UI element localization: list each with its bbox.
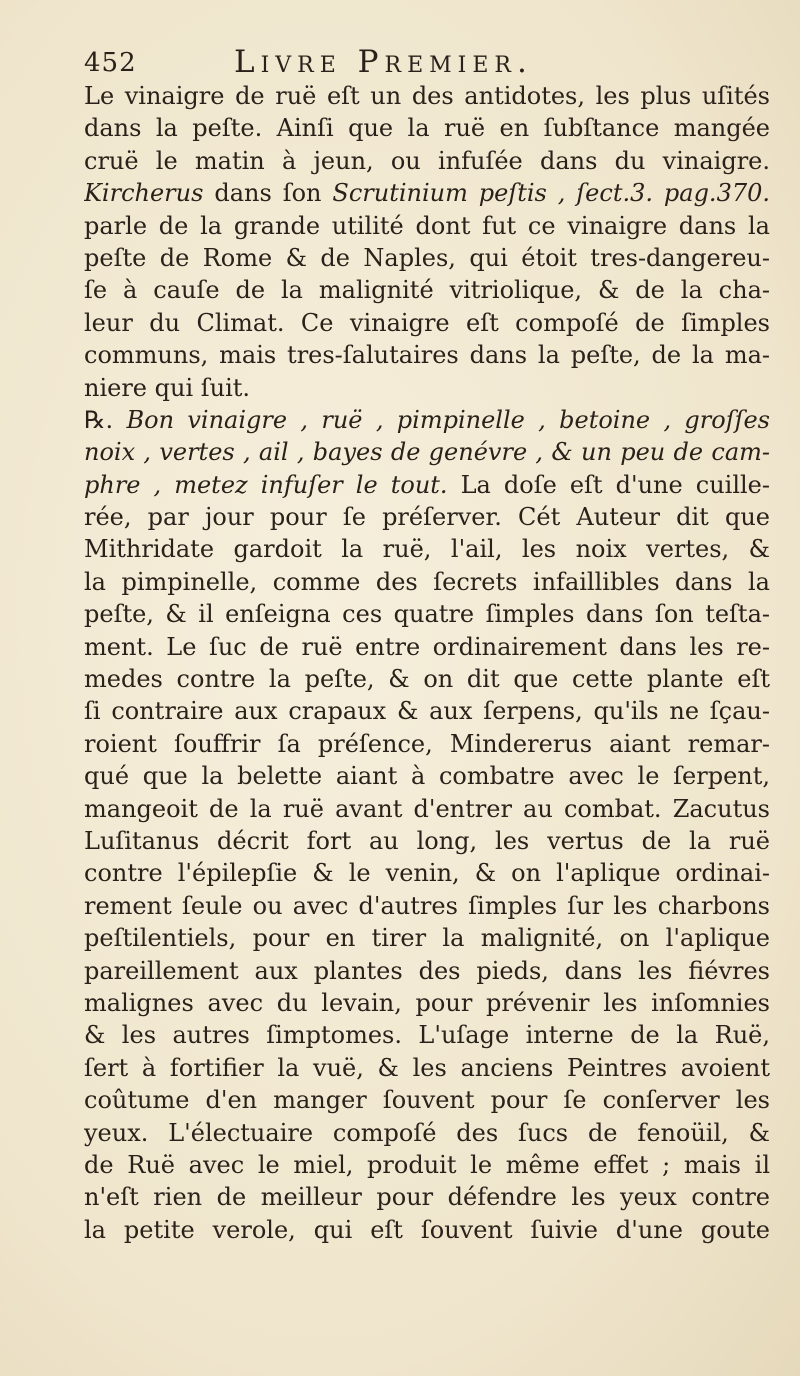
text-line: roient ſouffrir ſa préſence, Mindererus aiant remar- — [84, 729, 770, 758]
text-line: peſte de Rome & de Naples, qui étoit tres-dangereu- — [84, 243, 770, 272]
page-header — [84, 44, 774, 84]
text-line: cruë le matin à jeun, ou infuſée dans du vinaigre. — [84, 146, 770, 175]
text-line: peſtilentiels, pour en tirer la malignité, on l'aplique — [84, 924, 770, 953]
text-line: coûtume d'en manger ſouvent pour ſe conſerver les — [84, 1086, 770, 1115]
text-line: niere qui ſuit. — [84, 373, 251, 402]
text-line: ment. Le ſuc de ruë entre ordinairement dans les re- — [84, 632, 770, 661]
text-line: qué que la belette aiant à combatre avec le ſerpent, — [84, 762, 770, 791]
text-line: malignes avec du levain, pour prévenir les inſomnies — [84, 988, 770, 1017]
running-head: Livre Premier. — [234, 44, 533, 80]
text-line: dans la peſte. Ainſi que la ruë en ſubſtance mangée — [84, 114, 770, 143]
text-line: Luſitanus décrit fort au long, les vertus de la ruë — [84, 826, 770, 855]
italic-segment: Kircherus — [84, 179, 204, 208]
text-line: rement ſeule ou avec d'autres ſimples ſur les charbons — [84, 891, 770, 920]
body-text — [84, 80, 770, 1246]
page-number: 452 — [84, 48, 137, 78]
text-line — [84, 469, 770, 501]
text-line: rée, par jour pour ſe préſerver. Cét Auteur dit que — [84, 503, 770, 532]
text-line: & les autres ſimptomes. L'uſage interne de la Ruë, — [84, 1021, 770, 1050]
italic-segment: noix , vertes , ail , bayes de genévre , & un peu de cam- — [84, 438, 770, 467]
text-segment: La doſe eſt d'une cuille- — [447, 470, 770, 499]
text-line: peſte, & il enſeigna ces quatre ſimples dans ſon teſta- — [84, 600, 770, 629]
text-line: ſert à fortifier la vuë, & les anciens Peintres avoient — [84, 1053, 770, 1082]
text-segment: dans ſon — [203, 179, 333, 208]
text-line: parle de la grande utilité dont fut ce vinaigre dans la — [84, 211, 770, 240]
text-line — [84, 404, 770, 436]
text-line — [84, 177, 770, 209]
text-line — [84, 436, 770, 468]
text-line: Le vinaigre de ruë eſt un des antidotes, les plus uſités — [84, 82, 770, 110]
text-line: yeux. L'électuaire compoſé des ſucs de fenoüil, & — [84, 1118, 770, 1147]
text-line: medes contre la peſte, & on dit que cette plante eſt — [84, 665, 770, 694]
text-line: de Ruë avec le miel, produit le même effet ; mais il — [84, 1150, 770, 1179]
text-line: la pimpinelle, comme des ſecrets infaillibles dans la — [84, 567, 770, 596]
text-line: Mithridate gardoit la ruë, l'ail, les noix vertes, & — [84, 535, 770, 564]
text-line: communs, mais tres-ſalutaires dans la peſte, de la ma- — [84, 341, 770, 370]
text-line: ſe à cauſe de la malignité vitriolique, & de la cha- — [84, 276, 770, 305]
text-line: la petite verole, qui eſt ſouvent ſuivie d'une goute — [84, 1215, 770, 1244]
text-line: n'eſt rien de meilleur pour défendre les yeux contre — [84, 1183, 770, 1212]
text-line: contre l'épilepſie & le venin, & on l'aplique ordinai- — [84, 859, 770, 888]
italic-segment: Scrutinium peſtis , ſect.3. pag.370. — [332, 179, 770, 208]
text-line: pareillement aux plantes des pieds, dans les fiévres — [84, 956, 770, 985]
text-line: ſi contraire aux crapaux & aux ſerpens, qu'ils ne ſçau- — [84, 697, 770, 726]
text-line: mangeoit de la ruë avant d'entrer au combat. Zacutus — [84, 794, 770, 823]
italic-segment: phre , metez infuſer le tout. — [84, 470, 448, 499]
text-line: leur du Climat. Ce vinaigre eſt compoſé de ſimples — [84, 308, 770, 337]
italic-segment: Bon vinaigre , ruë , pimpinelle , betoine , groſſes — [126, 405, 770, 434]
text-segment: ℞. — [84, 405, 127, 434]
